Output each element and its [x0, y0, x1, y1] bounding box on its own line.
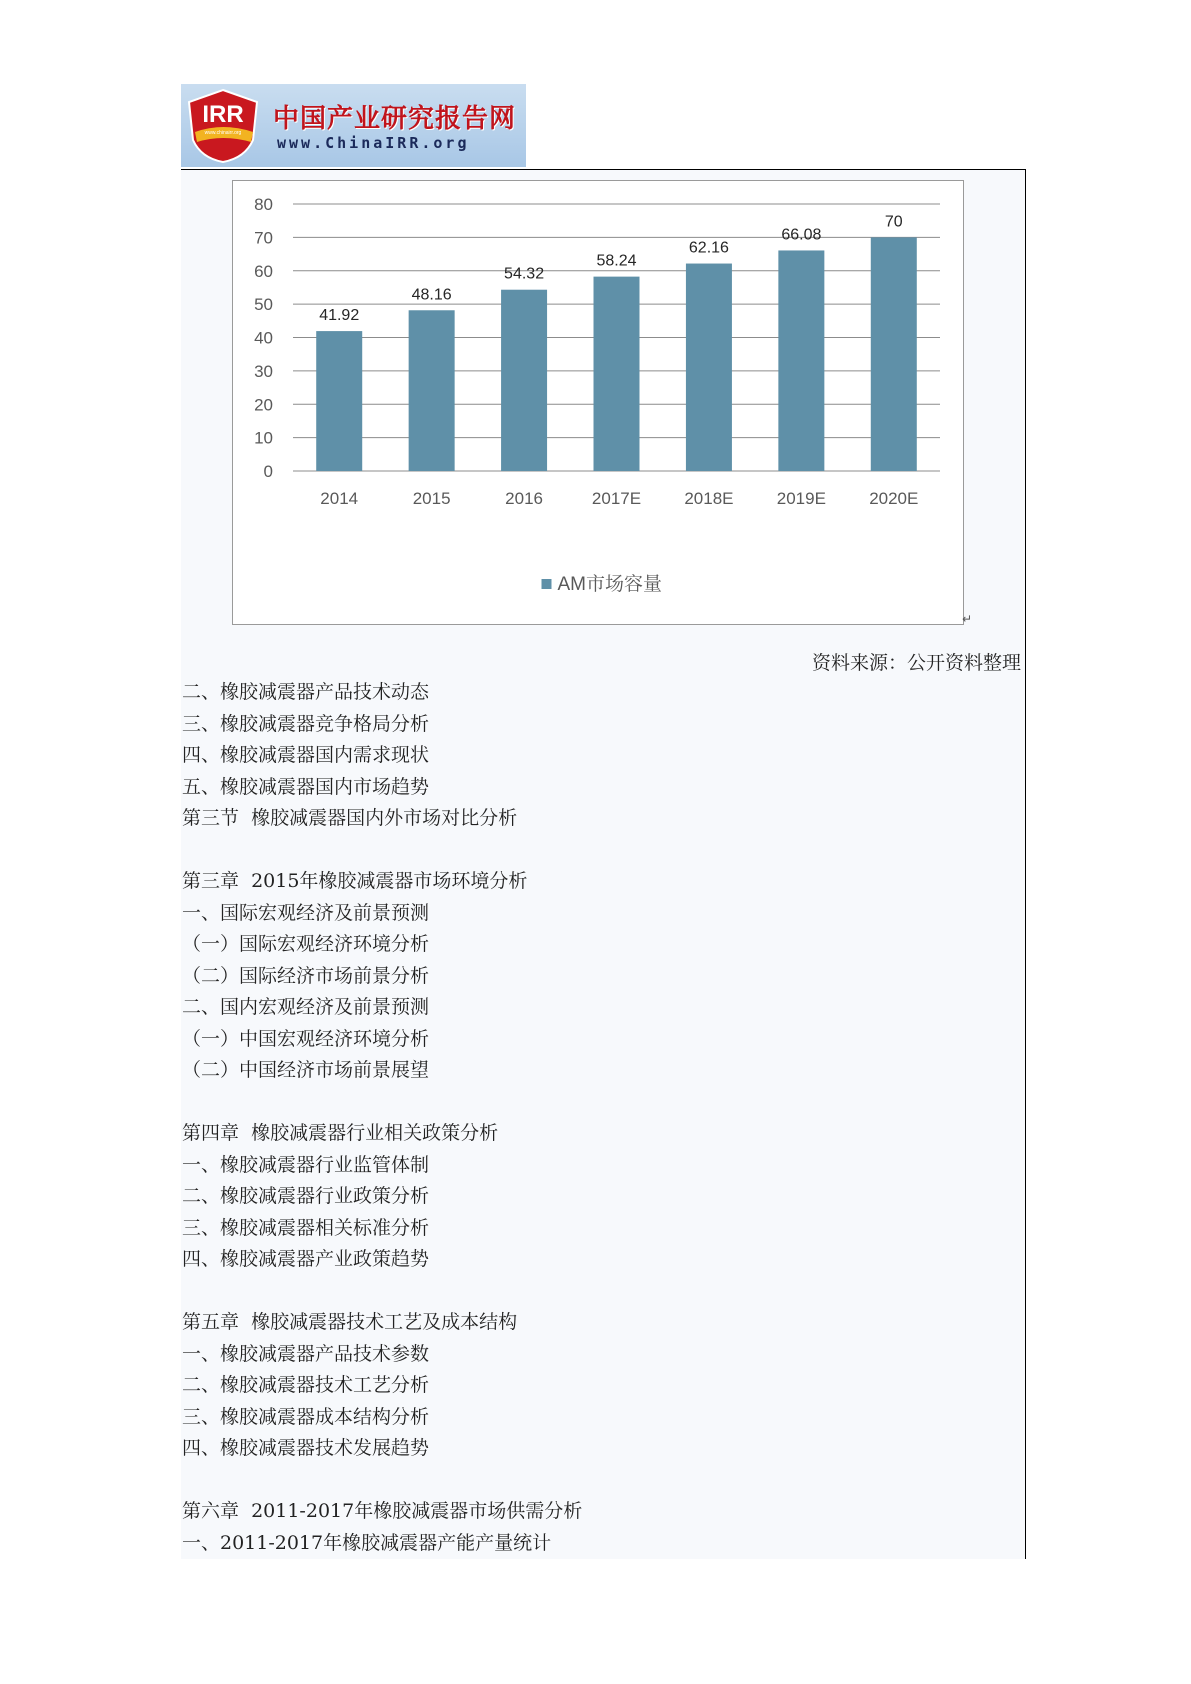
data-label: 66.08 — [781, 226, 822, 244]
data-label: 62.16 — [688, 239, 729, 257]
toc-blank-line — [182, 1465, 582, 1497]
bar — [316, 331, 362, 471]
bar-chart — [233, 181, 963, 624]
toc-line: 三、橡胶减震器成本结构分析 — [182, 1405, 430, 1428]
toc-blank-line — [182, 835, 582, 867]
toc-blank-line — [182, 1276, 582, 1308]
toc-blank-line — [182, 1087, 582, 1119]
x-tick-label: 2015 — [412, 489, 451, 508]
toc-line: 一、橡胶减震器产品技术参数 — [182, 1342, 430, 1365]
toc-line: 四、橡胶减震器技术发展趋势 — [182, 1437, 430, 1459]
toc-line: 第三章 2015年橡胶减震器市场环境分析 — [182, 870, 528, 892]
anchor-mark: ↵ — [962, 612, 973, 626]
bar — [501, 290, 547, 471]
y-tick-label: 60 — [254, 261, 273, 281]
toc-line: 一、国际宏观经济及前景预测 — [182, 901, 430, 924]
toc-line: 第四章 橡胶减震器行业相关政策分析 — [182, 1122, 499, 1144]
y-tick-label: 40 — [254, 328, 273, 348]
x-tick-label: 2019E — [776, 489, 826, 508]
toc-line: 第五章 橡胶减震器技术工艺及成本结构 — [182, 1311, 518, 1333]
toc-line: 一、橡胶减震器行业监管体制 — [182, 1153, 430, 1176]
x-tick-label: 2020E — [869, 489, 919, 508]
toc-line: （二）中国经济市场前景展望 — [182, 1059, 430, 1081]
toc-line: 第六章 2011-2017年橡胶减震器市场供需分析 — [182, 1500, 583, 1522]
toc-line: （二）国际经济市场前景分析 — [182, 964, 430, 987]
y-tick-label: 80 — [254, 195, 273, 214]
toc-line: 三、橡胶减震器竞争格局分析 — [182, 712, 430, 735]
legend-label: AM市场容量 — [557, 574, 663, 595]
irr-badge-icon — [185, 88, 261, 164]
right-margin-rule — [1025, 169, 1026, 1559]
table-of-contents — [182, 677, 582, 1559]
toc-line: 第三节 橡胶减震器国内外市场对比分析 — [182, 807, 518, 829]
chart-frame — [232, 180, 964, 625]
data-label: 48.16 — [411, 286, 452, 304]
toc-line: 四、橡胶减震器国内需求现状 — [182, 744, 430, 766]
toc-line: 一、2011-2017年橡胶减震器产能产量统计 — [182, 1531, 552, 1554]
toc-line: 二、国内宏观经济及前景预测 — [182, 996, 430, 1018]
x-tick-label: 2014 — [320, 489, 359, 508]
logo-badge-subtext: www.chinairr.org — [204, 130, 242, 136]
y-tick-label: 50 — [254, 295, 273, 315]
data-label: 41.92 — [319, 307, 360, 325]
data-label: 58.24 — [596, 252, 637, 270]
x-tick-label: 2018E — [684, 489, 734, 508]
x-tick-label: 2017E — [591, 489, 642, 508]
y-tick-label: 0 — [263, 462, 273, 481]
site-logo[interactable] — [181, 84, 526, 167]
y-tick-label: 20 — [254, 395, 273, 415]
toc-line: （一）中国宏观经济环境分析 — [182, 1027, 430, 1050]
toc-line: 四、橡胶减震器产业政策趋势 — [182, 1248, 430, 1270]
logo-title: 中国产业研究报告网 — [273, 104, 517, 134]
logo-badge-text: IRR — [202, 101, 244, 128]
y-tick-label: 70 — [254, 228, 273, 248]
bar — [871, 237, 917, 471]
legend-swatch — [542, 579, 552, 589]
x-tick-label: 2016 — [505, 489, 543, 508]
toc-line: 二、橡胶减震器技术工艺分析 — [182, 1374, 430, 1396]
toc-line: 三、橡胶减震器相关标准分析 — [182, 1216, 430, 1239]
source-note: 资料来源：公开资料整理 — [811, 652, 1021, 674]
data-label: 54.32 — [504, 265, 545, 283]
bar — [686, 264, 732, 471]
logo-url: www.ChinaIRR.org — [277, 134, 470, 152]
data-label: 70 — [884, 213, 903, 231]
toc-line: 五、橡胶减震器国内市场趋势 — [182, 775, 430, 798]
bar — [594, 277, 640, 471]
bar — [778, 250, 824, 471]
y-tick-label: 30 — [254, 361, 273, 381]
toc-line: （一）国际宏观经济环境分析 — [182, 933, 430, 955]
toc-line: 二、橡胶减震器产品技术动态 — [182, 681, 430, 703]
toc-line: 二、橡胶减震器行业政策分析 — [182, 1185, 430, 1207]
y-tick-label: 10 — [254, 428, 273, 448]
bar — [409, 310, 455, 471]
